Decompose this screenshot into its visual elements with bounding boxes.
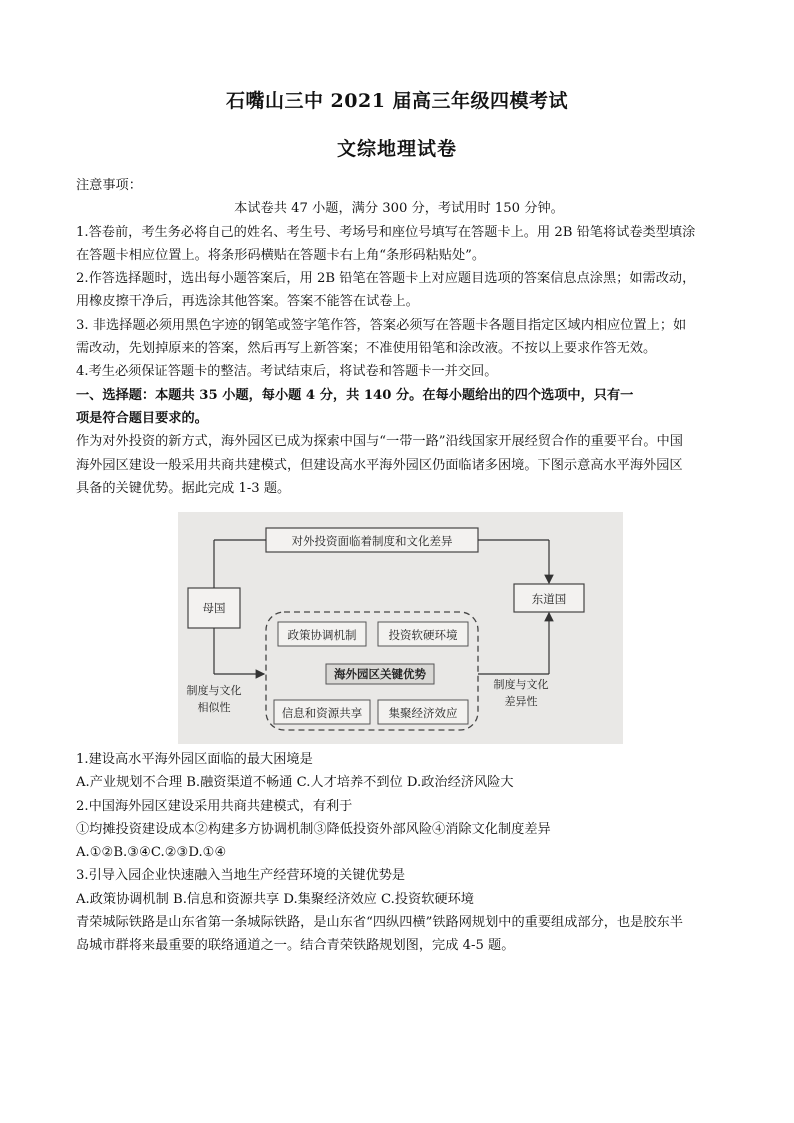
left-label-line2: 相似性 [197,701,231,714]
notice-heading: 注意事项： [76,178,142,193]
question-options: A.产业规划不合理 B.融资渠道不畅通 C.人才培养不到位 D.政治经济风险大 [76,775,514,791]
notice-line: 2.作答选择题时，选出每小题答案后，用 2B 铅笔在答题卡上对应题目选项的答案信息点涂黑；如需改动， [76,271,696,287]
question-stem: 3.引导入园企业快速融入当地生产经营环境的关键优势是 [76,868,406,884]
notice-line: 1.答卷前，考生务必将自己的姓名、考生号、考场号和座位号填写在答题卡上。用 2B 铅笔将试卷类型填涂 [76,224,696,240]
cell-environment-label: 投资软硬环境 [388,628,458,642]
questions-section [76,748,722,958]
right-label-line2: 差异性 [504,695,538,708]
exam-subtitle: 文综地理试卷 [336,138,457,160]
passage-line: 海外园区建设一般采用共商共建模式，但建设高水平海外园区仍面临诸多困境。下图示意高水平海外园区 [76,457,683,473]
host-country-label: 东道国 [531,592,567,606]
top-box-label: 对外投资面临着制度和文化差异 [291,534,453,548]
passage-line: 青荣城际铁路是山东省第一条城际铁路，是山东省“四纵四横”铁路网规划中的重要组成部分，也是胶东半 [76,915,683,931]
home-country-label: 母国 [202,601,226,615]
notice-line: 3. 非选择题必须用黑色字迹的钢笔或签字笔作答，答案必须写在答题卡各题目指定区域内相应位置上；如 [76,317,687,333]
notice-intro: 本试卷共 47 小题，满分 300 分，考试用时 150 分钟。 [234,201,564,217]
question-statements: ①均摊投资建设成本②构建多方协调机制③降低投资外部风险④消除文化制度差异 [76,821,551,837]
left-label-line1: 制度与文化 [186,684,242,697]
question-stem: 2.中国海外园区建设采用共商共建模式，有利于 [76,798,353,814]
notice-section [76,174,722,500]
notice-line: 用橡皮擦干净后，再选涂其他答案。答案不能答在试卷上。 [76,294,419,310]
section-heading: 项是符合题目要求的。 [76,410,208,426]
cell-info-label: 信息和资源共享 [281,706,363,720]
right-label-line1: 制度与文化 [493,678,549,691]
question-options: A.①②B.③④C.②③D.①④ [76,845,227,861]
passage-line: 作为对外投资的新方式，海外园区已成为探索中国与“一带一路”沿线国家开展经贸合作的重要平台。中国 [76,434,683,450]
question-stem: 1.建设高水平海外园区面临的最大困境是 [76,752,313,767]
section-heading: 一、选择题：本题共 35 小题，每小题 4 分，共 140 分。在每小题给出的四个选项中，只有一 [76,387,634,403]
cell-cluster-label: 集聚经济效应 [388,706,458,720]
overseas-park-diagram [178,512,623,744]
passage-line: 具备的关键优势。据此完成 1-3 题。 [76,480,291,496]
notice-line: 在答题卡相应位置上。将条形码横贴在答题卡右上角“条形码粘贴处”。 [76,247,486,263]
exam-title: 石嘴山三中 2021 届高三年级四模考试 [225,90,569,112]
notice-line: 4.考生必须保证答题卡的整洁。考试结束后，将试卷和答题卡一并交回。 [76,364,498,380]
diagram-svg [178,512,623,744]
passage-line: 岛城市群将来最重要的联络通道之一。结合青荣铁路规划图，完成 4-5 题。 [76,938,515,954]
notice-line: 需改动，先划掉原来的答案，然后再写上新答案；不准使用铅笔和涂改液。不按以上要求作答无效。 [76,341,657,357]
center-box-label: 海外园区关键优势 [334,667,426,681]
question-options: A.政策协调机制 B.信息和资源共享 D.集聚经济效应 C.投资软硬环境 [76,891,474,907]
cell-policy-label: 政策协调机制 [287,628,357,642]
